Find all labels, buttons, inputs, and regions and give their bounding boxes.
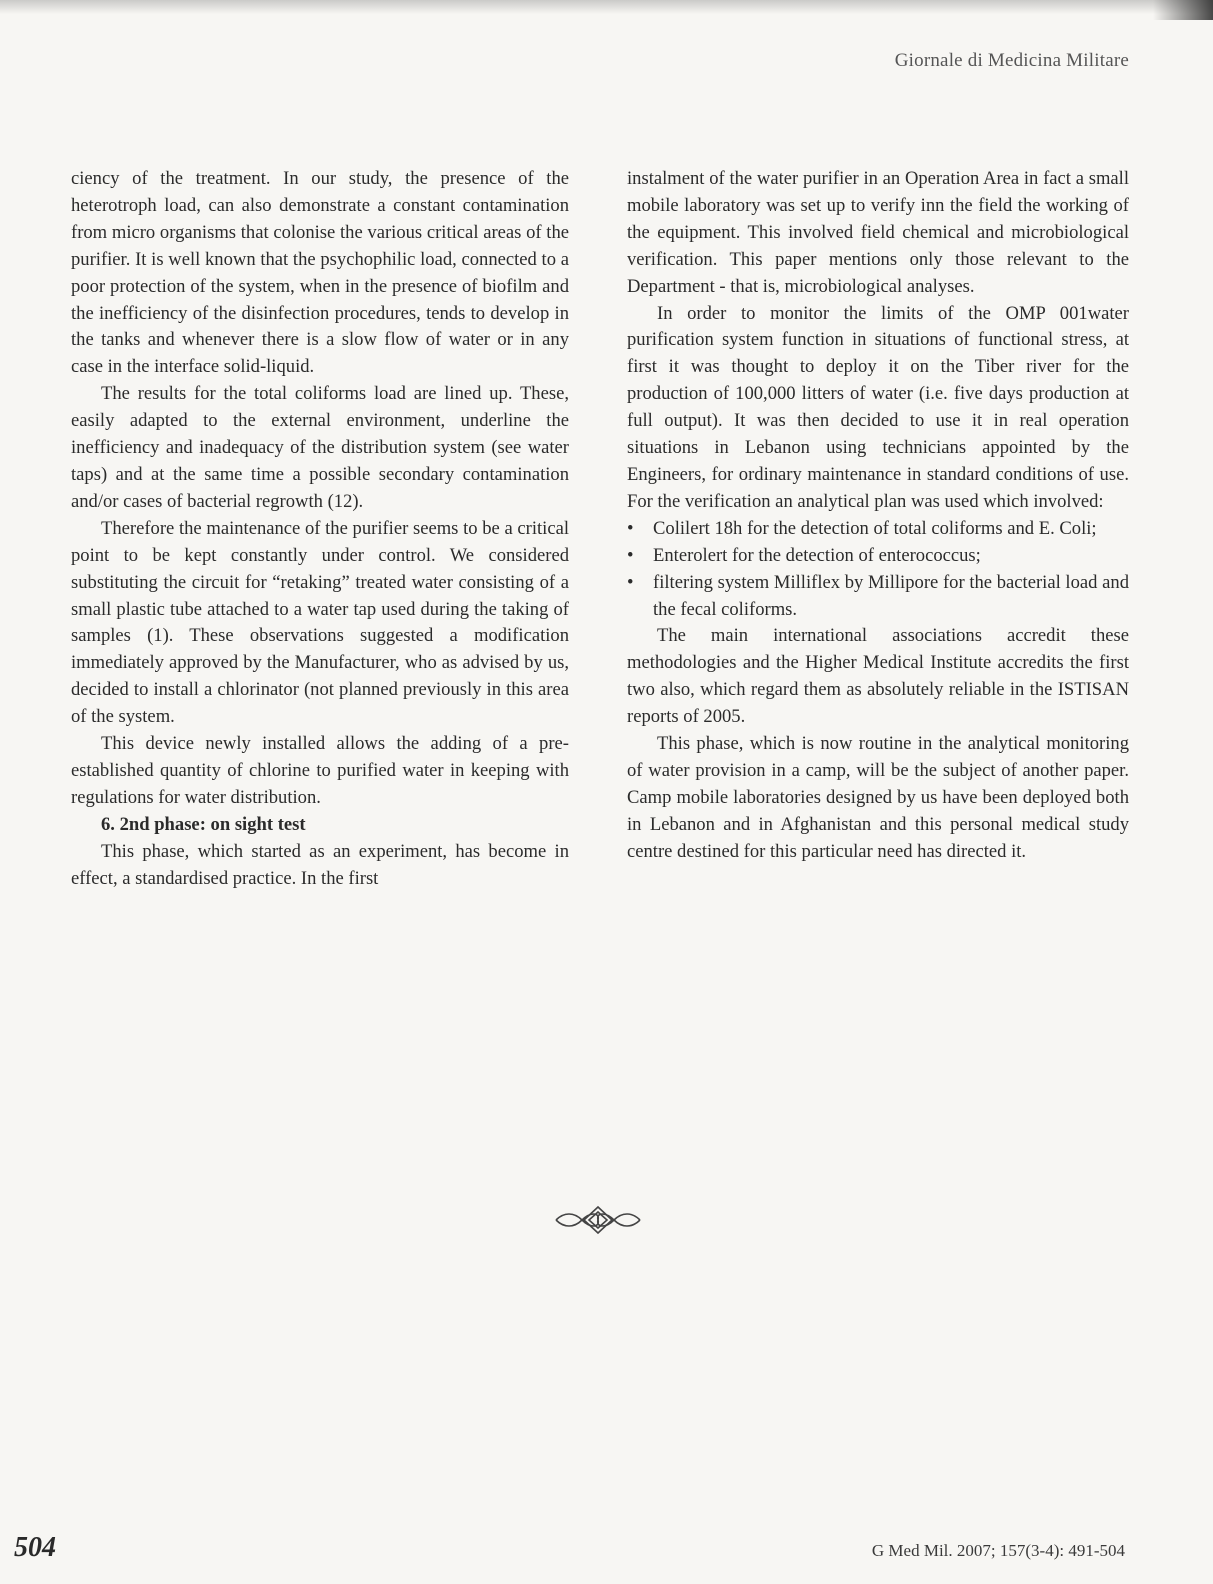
right-column xyxy=(627,166,1129,866)
left-paragraph-3: Therefore the maintenance of the purifier seems to be a critical point to be kept constantly under control. We considered substituting the circuit for “retaking” treated water consisting of a small plastic tube attached to a water tap used during the taking of samples (1). These observations suggested a modification immediately approved by the Manufacturer, who as advised by us, decided to install a chlorinator (not planned previously in this area of the system. xyxy=(71,517,569,728)
page-number: 504 xyxy=(14,1532,56,1563)
right-paragraph-4: This phase, which is now routine in the analytical monitoring of water provision in a camp, will be the subject of another paper. Camp mobile laboratories designed by us have been deployed both in Lebanon and in Afghanistan and this personal medical study centre destined for this particular need has directed it. xyxy=(627,733,1129,862)
list-item xyxy=(627,516,1129,543)
list-item-text: Colilert 18h for the detection of total coliforms and E. Coli; xyxy=(653,517,1097,539)
left-paragraph-1: ciency of the treatment. In our study, the presence of the heterotroph load, can also demonstrate a constant contamination from micro organisms that colonise the various critical areas of the purifier. It is well known that the psychophilic load, connected to a poor protection of the system, when in the presence of biofilm and the inefficiency of the disinfection procedures, tends to develop in the tanks and whenever there is a slow flow of water or in any case in the interface solid-liquid. xyxy=(71,168,569,378)
citation: G Med Mil. 2007; 157(3-4): 491-504 xyxy=(871,1541,1125,1560)
method-list xyxy=(627,516,1129,624)
running-head: Giornale di Medicina Militare xyxy=(894,50,1129,71)
right-paragraph-1: instalment of the water purifier in an Operation Area in fact a small mobile laboratory was set up to verify inn the field the working of the equipment. This involved field chemical and microbiological verification. This paper mentions only those relevant to the Department - that is, microbiological analyses. xyxy=(627,168,1129,297)
bullet-icon: • xyxy=(627,571,634,593)
bullet-icon: • xyxy=(627,544,634,566)
list-item xyxy=(627,570,1129,624)
left-paragraph-2: The results for the total coliforms load are lined up. These, easily adapted to the external environment, underline the inefficiency and inadequacy of the distribution system (see water taps) and at the same time a possible secondary contamination and/or cases of bacterial regrowth (12). xyxy=(71,383,569,512)
left-column xyxy=(71,166,569,892)
list-item-text: Enterolert for the detection of enterococcus; xyxy=(653,544,981,566)
section-heading: 6. 2nd phase: on sight test xyxy=(101,813,306,835)
list-item-text: filtering system Milliflex by Millipore for the bacterial load and the fecal coliforms. xyxy=(653,571,1129,620)
right-paragraph-2: In order to monitor the limits of the OMP 001water purification system function in situations of functional stress, at first it was thought to deploy it on the Tiber river for the production of 100,000 litters of water (i.e. five days production at full output). It was then decided to use it in real operation situations in Lebanon using technicians appointed by the Engineers, for ordinary maintenance in standard conditions of use. For the verification an analytical plan was used which involved: xyxy=(627,302,1129,512)
page-top-shadow xyxy=(0,0,1213,14)
left-paragraph-4: This device newly installed allows the adding of a pre-established quantity of chlorine to purified water in keeping with regulations for water distribution. xyxy=(71,733,569,808)
bullet-icon: • xyxy=(627,517,634,539)
right-paragraph-3: The main international associations accredit these methodologies and the Higher Medical Institute accredits the first two also, which regard them as absolutely reliable in the ISTISAN reports of 2005. xyxy=(627,625,1129,728)
left-paragraph-5: This phase, which started as an experiment, has become in effect, a standardised practice. In the first xyxy=(71,840,569,889)
diamond-knot-ornament-icon xyxy=(552,1204,644,1236)
list-item xyxy=(627,543,1129,570)
page-corner-shadow xyxy=(1153,0,1213,20)
